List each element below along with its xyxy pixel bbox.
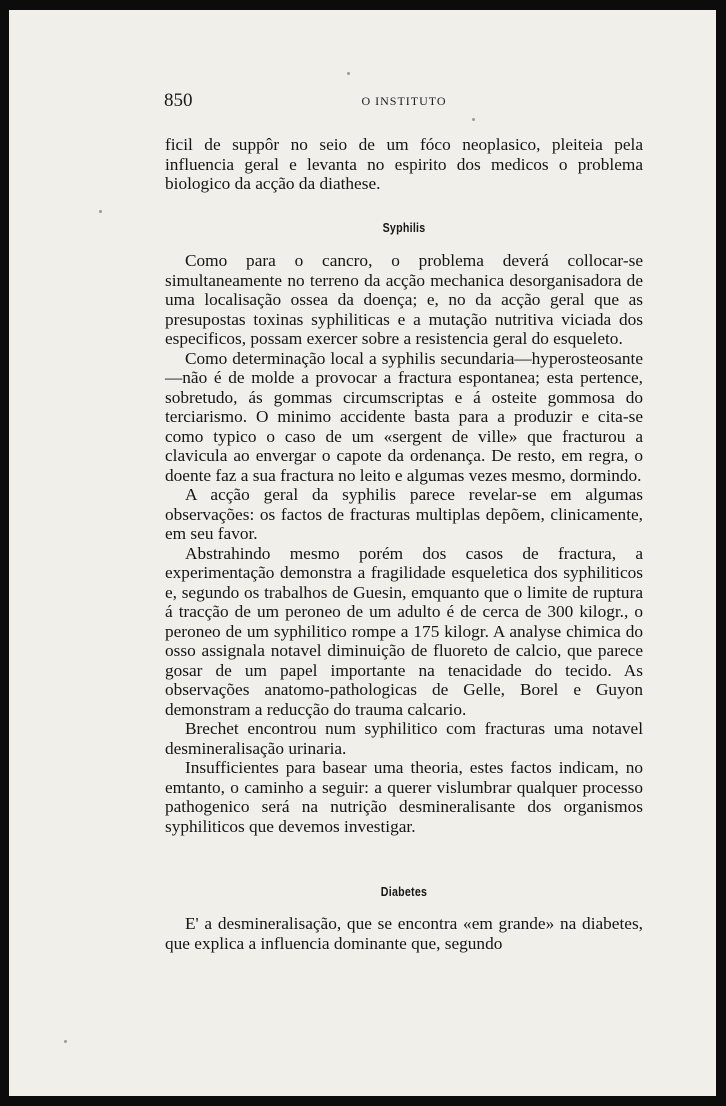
section-body-diabetes	[165, 914, 643, 953]
paper-speck	[347, 72, 350, 75]
section-heading-diabetes: Diabetes	[380, 884, 428, 899]
page-header	[164, 90, 644, 114]
paper-speck	[472, 118, 475, 121]
paragraph: Como determinação local a syphilis secundaria—hyperosteosante—não é de molde a provocar a fractura espontanea; esta pertence, sobretudo, ás gommas circumscriptas e á osteite gommosa do terciarismo. O minimo accidente basta para a produzir e cita-se como typico o caso de um «sergent de ville» que fracturou a clavicula ao envergar o capote da ordenança. De resto, em regra, o doente faz a sua fractura no leito e algumas vezes mesmo, dormindo.	[165, 348, 643, 485]
paragraph: A acção geral da syphilis parece revelar-se em algumas observações: os factos de fracturas multiplas depõem, clinicamente, em seu favor.	[165, 485, 643, 543]
paper-speck	[99, 210, 102, 213]
paragraph: Insufficientes para basear uma theoria, estes factos indicam, no emtanto, o caminho a seguir: a querer vislumbrar qualquer processo pathogenico será na nutrição desmineralisante dos organismos syphiliticos que devemos investigar.	[165, 758, 643, 836]
paragraph: Brechet encontrou num syphilitico com fracturas uma notavel desmineralisação urinaria.	[165, 719, 643, 758]
section-heading-syphilis: Syphilis	[382, 220, 426, 235]
section-body-syphilis	[165, 251, 643, 836]
page-number: 850	[164, 90, 193, 111]
continuation-text	[165, 135, 643, 194]
paragraph: E' a desmineralisação, que se encontra «em grande» na diabetes, que explica a influencia dominante que, segundo	[165, 914, 643, 953]
paragraph: Abstrahindo mesmo porém dos casos de fractura, a experimentação demonstra a fragilidade esqueletica dos syphiliticos e, segundo os trabalhos de Guesin, emquanto que o limite de ruptura á tracção de um peroneo de um adulto é de cerca de 300 kilogr., o peroneo de um syphilitico rompe a 175 kilogr. A analyse chimica do osso assignala notavel diminuição de fluoreto de calcio, que parece gosar de um papel importante na tenacidade do tecido. As observações anatomo-pathologicas de Gelle, Borel e Guyon demonstram a reducção do trauma calcario.	[165, 543, 643, 719]
paragraph: Como para o cancro, o problema deverá collocar-se simultaneamente no terreno da acção mechanica desorganisadora de uma localisação ossea da doença; e, no da acção geral que as presupostas toxinas syphiliticas e a mutação nutritiva viciada dos especificos, possam exercer sobre a resistencia geral do esqueleto.	[165, 251, 643, 348]
running-title: O INSTITUTO	[361, 94, 447, 108]
book-page	[9, 10, 716, 1096]
paragraph: ficil de suppôr no seio de um fóco neoplasico, pleiteia pela influencia geral e levanta no espirito dos medicos o problema biologico da acção da diathese.	[165, 135, 643, 193]
paper-speck	[64, 1040, 67, 1043]
